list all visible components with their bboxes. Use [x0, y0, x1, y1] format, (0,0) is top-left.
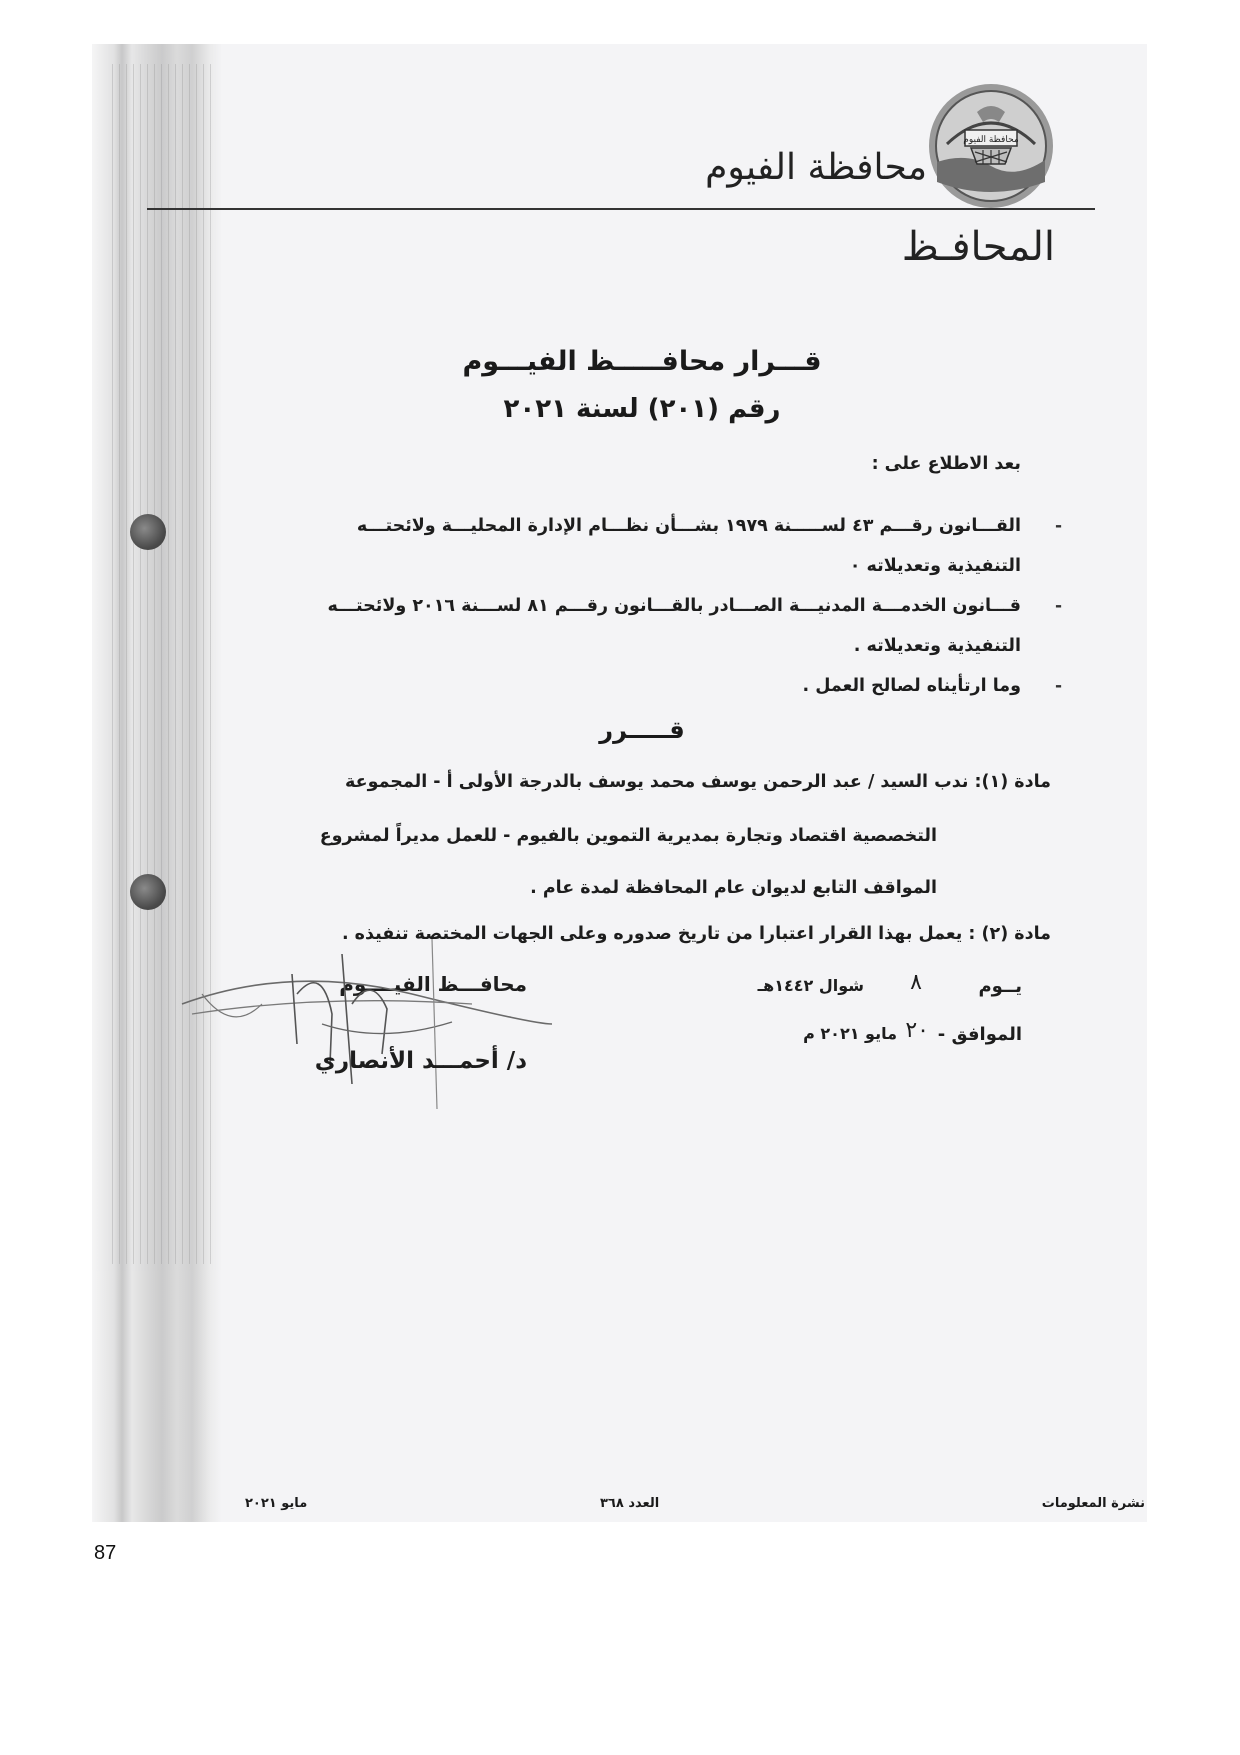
- footer-publication: نشرة المعلومات: [1041, 1496, 1145, 1511]
- signatory-name: د/ أحمـــد الأنصاري: [314, 1048, 527, 1074]
- bullet-dash: -: [1054, 676, 1062, 696]
- governorate-name: محافظة الفيوم: [705, 147, 927, 188]
- handwritten-signature: [172, 934, 592, 1114]
- decides-heading: قـــــرر: [599, 716, 685, 744]
- decree-title: قـــرار محافـــــظ الفيـــوم: [462, 346, 822, 377]
- article-1-line: التخصصية اقتصاد وتجارة بمديرية التموين بالفيوم - للعمل مديراً لمشروع: [319, 826, 937, 846]
- gregorian-date: مايو ٢٠٢١ م: [803, 1024, 897, 1043]
- fayoum-governorate-seal-icon: [927, 82, 1055, 210]
- gregorian-day: ٢٠: [905, 1018, 929, 1043]
- decree-number: رقم (٢٠١) لسنة ٢٠٢١: [503, 394, 781, 424]
- seal-text: محافظة الفيوم: [963, 135, 1019, 145]
- bullet-dash: -: [1054, 596, 1062, 616]
- article-1-line: مادة (١): ندب السيد / عبد الرحمن يوسف محمد يوسف بالدرجة الأولى أ - المجموعة: [345, 772, 1051, 792]
- day-value: ٨: [910, 970, 922, 995]
- bullet-dash: -: [1054, 516, 1062, 536]
- day-label: يــوم: [978, 976, 1022, 997]
- signatory-title: محافـــظ الفيــــوم: [339, 972, 527, 996]
- hijri-date: شوال ١٤٤٢هـ: [757, 976, 864, 995]
- article-2: مادة (٢) : يعمل بهذا القرار اعتبارا من تاريخ صدوره وعلى الجهات المختصة تنفيذه .: [341, 924, 1051, 944]
- article-1-line: المواقف التابع لديوان عام المحافظة لمدة عام .: [530, 878, 937, 898]
- corresponding-label: الموافق -: [937, 1024, 1022, 1045]
- preamble-item: وما ارتأيناه لصالح العمل .: [802, 676, 1021, 696]
- scanned-document: [92, 44, 1147, 1522]
- footer-issue: العدد ٣٦٨: [600, 1496, 660, 1511]
- preamble: بعد الاطلاع على :: [871, 454, 1021, 474]
- preamble-item-cont: التنفيذية وتعديلاته ٠: [849, 556, 1021, 576]
- page-number: 87: [94, 1542, 117, 1564]
- preamble-item: القـــانون رقـــم ٤٣ لســـــنة ١٩٧٩ بشـــأن نظـــام الإدارة المحليـــة ولائحتـــه: [356, 516, 1021, 536]
- preamble-item-cont: التنفيذية وتعديلاته .: [853, 636, 1021, 656]
- footer-date: مايو ٢٠٢١: [245, 1496, 308, 1511]
- office-title: المحافـظ: [901, 224, 1055, 270]
- punch-hole-bottom: [130, 874, 166, 910]
- preamble-item: قـــانون الخدمـــة المدنيـــة الصـــادر بالقـــانون رقـــم ٨١ لســـنة ٢٠١٦ ولائحتـــه: [327, 596, 1021, 616]
- letterhead-divider: [147, 208, 1095, 210]
- binding-shadow: [92, 44, 222, 1522]
- punch-hole-top: [130, 514, 166, 550]
